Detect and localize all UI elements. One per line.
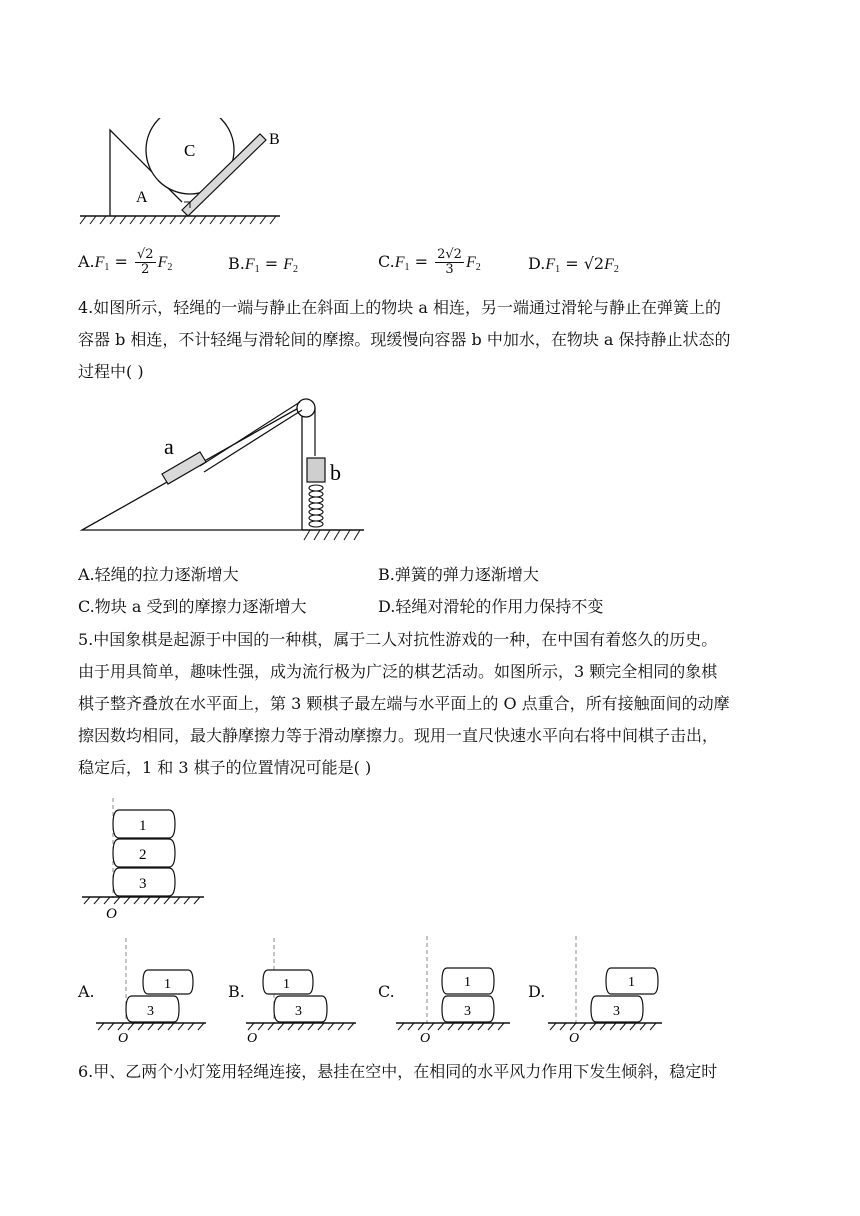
q5-option-c-figure	[394, 934, 514, 1046]
q6-line-1: 6.甲、乙两个小灯笼用轻绳连接，悬挂在空中，在相同的水平风力作用下发生倾斜，稳定时	[78, 1062, 718, 1081]
q4-option-a: A.轻绳的拉力逐渐增大	[78, 565, 239, 584]
q4-figure	[78, 396, 378, 548]
svg-text:3: 3	[613, 1004, 620, 1019]
svg-text:O: O	[420, 1031, 431, 1046]
q3-option-d: $D.F_1 = √2F_2$	[528, 254, 619, 275]
q4-line-3: 过程中( )	[78, 362, 144, 381]
svg-text:1: 1	[164, 977, 171, 992]
q4-option-c: C.物块 a 受到的摩擦力逐渐增大	[78, 597, 307, 616]
q5-option-a-figure	[94, 934, 210, 1046]
fig4-label-a: a	[164, 434, 174, 459]
q5-line-5: 稳定后，1 和 3 棋子的位置情况可能是( )	[78, 758, 372, 777]
q4-option-b: B.弹簧的弹力逐渐增大	[378, 565, 539, 584]
svg-text:O: O	[247, 1031, 258, 1046]
svg-text:2: 2	[139, 847, 147, 863]
q5-stem	[78, 624, 778, 784]
q5-option-c-letter: C.	[378, 982, 395, 1001]
q4-stem	[78, 292, 778, 388]
q5-option-b-figure	[244, 934, 360, 1046]
svg-text:3: 3	[139, 876, 147, 892]
svg-text:1: 1	[464, 975, 471, 990]
q6-stem	[78, 1056, 778, 1088]
q5-line-3: 棋子整齐叠放在水平面上，第 3 颗棋子最左端与水平面上的 O 点重合，所有接触面间的动摩	[78, 694, 730, 713]
container-b	[307, 458, 325, 482]
svg-text:3: 3	[147, 1004, 154, 1019]
q5-line-4: 擦因数均相同，最大静摩擦力等于滑动摩擦力。现用一直尺快速水平向右将中间棋子击出，	[78, 726, 719, 745]
q5-line-2: 由于用具简单，趣味性强，成为流行极为广泛的棋艺活动。如图所示，3 颗完全相同的象棋	[78, 662, 718, 681]
q5-option-b-letter: B.	[228, 982, 245, 1001]
q3-option-b: $B.F_1 = F_2$	[228, 254, 298, 275]
q5-figure	[78, 794, 218, 924]
svg-text:1: 1	[628, 975, 635, 990]
svg-text:O: O	[118, 1031, 129, 1046]
svg-text:1: 1	[283, 977, 290, 992]
q3-option-c: $C.F_1$ = $\frac{2√2}{3}$ $F_2$	[378, 247, 481, 277]
q3-figure	[78, 118, 298, 230]
fig4-label-b: b	[330, 460, 341, 485]
svg-text:1: 1	[139, 818, 147, 834]
fig3-label-b: B	[269, 131, 280, 148]
q5-option-d-figure	[544, 934, 668, 1046]
fig3-label-a: A	[136, 189, 148, 206]
svg-text:O: O	[569, 1031, 580, 1046]
svg-text:O: O	[106, 906, 117, 922]
q5-line-1: 5.中国象棋是起源于中国的一种棋，属于二人对抗性游戏的一种，在中国有着悠久的历史。	[78, 630, 718, 649]
q3-option-a: $A.F_1$ = $\frac{√2}{2}$ $F_2$	[78, 247, 173, 277]
q5-option-a-letter: A.	[78, 982, 95, 1001]
q4-line-1: 4.如图所示，轻绳的一端与静止在斜面上的物块 a 相连，另一端通过滑轮与静止在弹簧上的	[78, 298, 721, 317]
q4-line-2: 容器 b 相连，不计轻绳与滑轮间的摩擦。现缓慢向容器 b 中加水，在物块 a 保持静止状态的	[78, 330, 731, 349]
fig3-label-c: C	[184, 141, 196, 160]
q4-option-d: D.轻绳对滑轮的作用力保持不变	[378, 597, 604, 616]
svg-text:3: 3	[295, 1004, 302, 1019]
q5-option-d-letter: D.	[528, 982, 546, 1001]
svg-text:3: 3	[464, 1004, 471, 1019]
